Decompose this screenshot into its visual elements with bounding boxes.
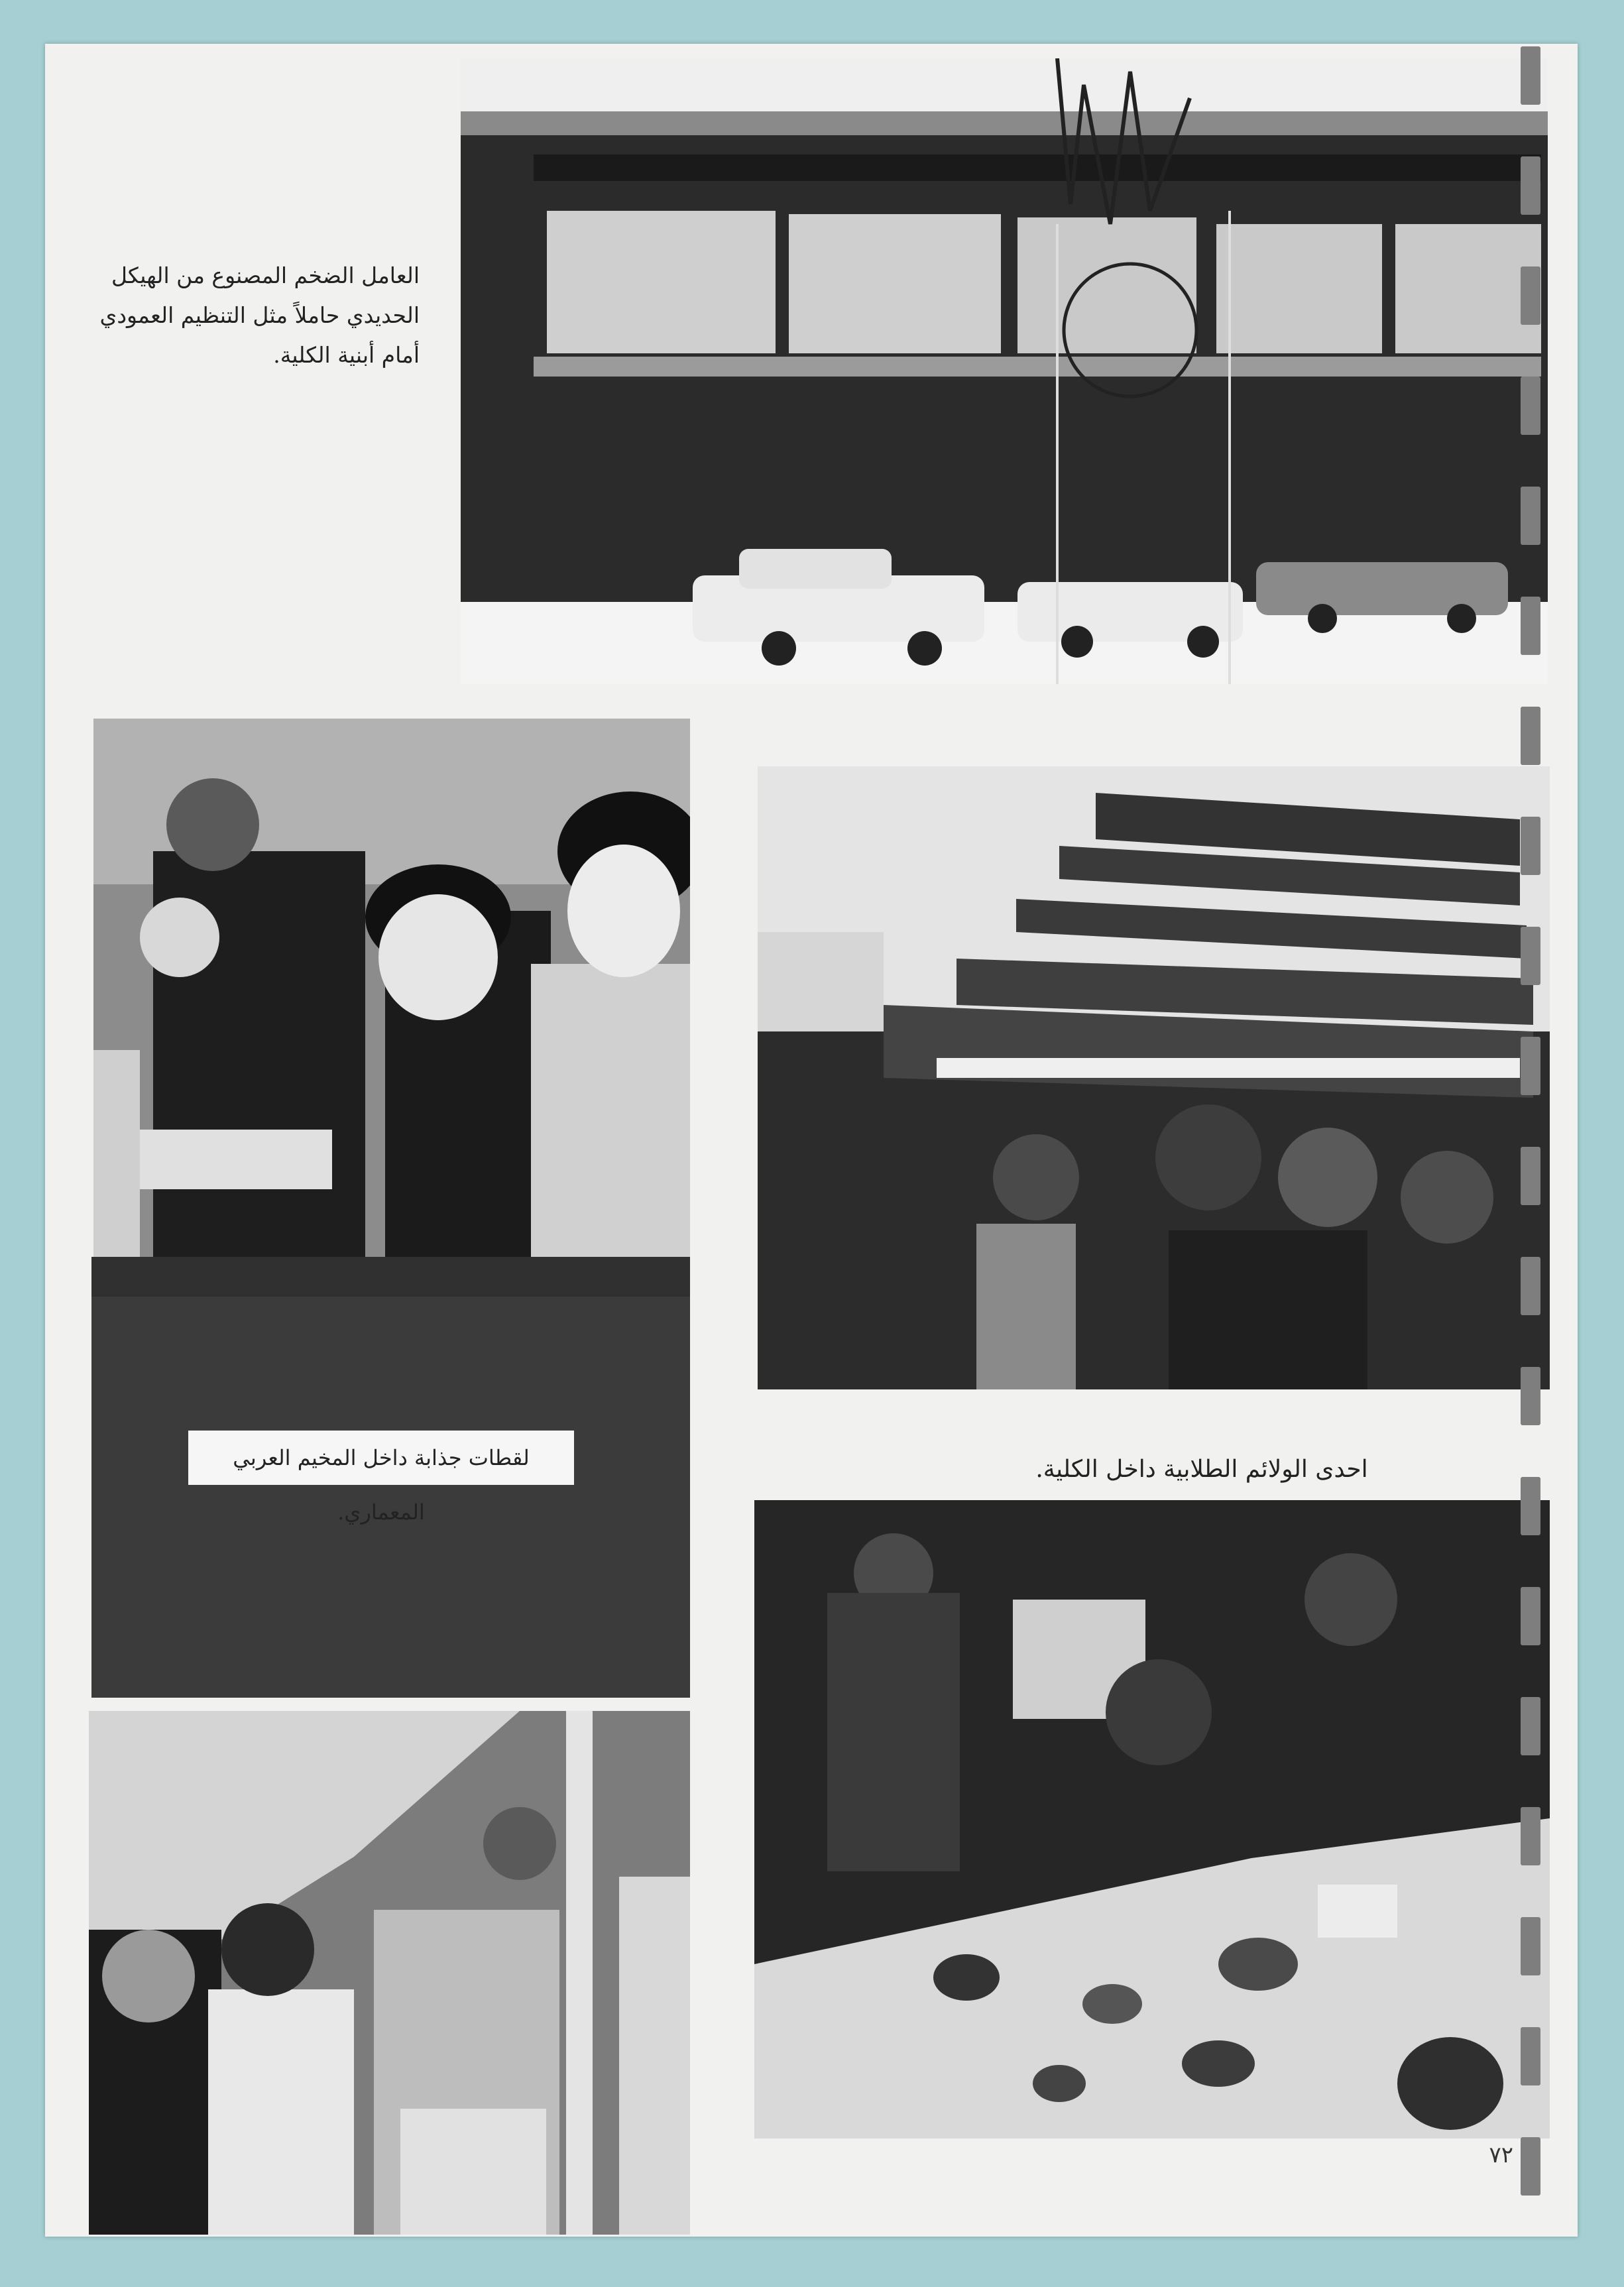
tab-marker [1521, 927, 1540, 985]
tab-marker [1521, 1257, 1540, 1315]
group-tray-photo [93, 719, 690, 1257]
tab-marker [1521, 156, 1540, 215]
page-number: ٧٢ [1489, 2142, 1513, 2168]
building-photo [461, 58, 1548, 684]
tab-marker [1521, 597, 1540, 655]
tab-marker [1521, 1917, 1540, 1975]
tab-marker [1521, 1037, 1540, 1095]
tab-marker [1521, 1587, 1540, 1645]
tab-marker [1521, 266, 1540, 325]
tab-marker [1521, 1367, 1540, 1425]
tab-marker [1521, 487, 1540, 545]
tab-marker [1521, 1477, 1540, 1535]
tab-marker [1521, 46, 1540, 105]
banquet-photo [754, 1500, 1550, 2139]
camp-caption: لقطات جذابة داخل المخيم العربي المعماري. [188, 1431, 574, 1485]
tab-marker [1521, 2027, 1540, 2085]
document-page [45, 44, 1578, 2237]
tab-marker [1521, 817, 1540, 875]
tent-group-photo [89, 1711, 690, 2235]
tab-marker [1521, 1697, 1540, 1755]
sculpture-caption: العامل الضخم المصنوع من الهيكل الحديدي حاملاً مثل التنظيم العمودي أمام أبنية الكلية. [99, 263, 420, 368]
tab-marker [1521, 377, 1540, 435]
flags-crowd-photo [758, 766, 1550, 1389]
tab-marker [1521, 2137, 1540, 2196]
tab-marker [1521, 707, 1540, 765]
tab-marker [1521, 1147, 1540, 1205]
banquet-caption: احدى الولائم الطلابية داخل الكلية. [1035, 1456, 1368, 1483]
tab-marker [1521, 1807, 1540, 1865]
